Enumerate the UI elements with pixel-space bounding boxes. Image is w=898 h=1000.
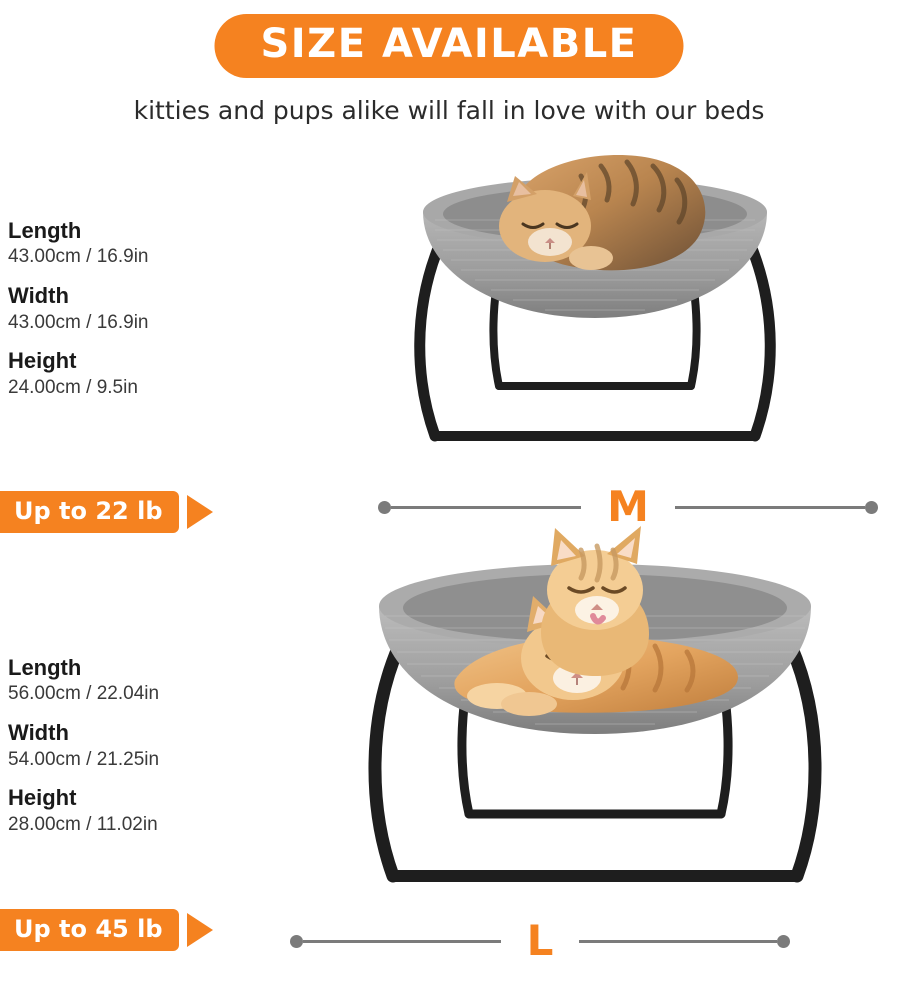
spec-label-width: Width	[8, 283, 69, 309]
spec-block-large	[8, 655, 258, 837]
spec-label-height: Height	[8, 348, 77, 374]
spec-label-width: Width	[8, 720, 69, 746]
spec-block-medium	[8, 218, 258, 400]
arrow-right-icon	[187, 913, 213, 947]
arrow-right-icon	[187, 495, 213, 529]
weight-tag-medium	[0, 490, 213, 534]
size-available-banner: SIZE AVAILABLE	[214, 14, 683, 78]
spec-label-length: Length	[8, 218, 82, 243]
page-subtitle: kitties and pups alike will fall in love with our beds	[133, 96, 765, 125]
size-letter-large: L	[526, 916, 554, 965]
spec-label-height: Height	[8, 785, 77, 811]
weight-tag-large	[0, 908, 213, 952]
spec-value-width: 54.00cm / 21.25in	[8, 748, 160, 770]
spec-value-height: 24.00cm / 9.5in	[8, 376, 138, 398]
product-photo-medium	[395, 150, 795, 470]
marker-line-left	[303, 940, 501, 943]
marker-line-left	[391, 506, 581, 509]
product-photo-large	[345, 520, 845, 920]
spec-label-length: Length	[8, 655, 82, 680]
spec-value-height: 28.00cm / 11.02in	[8, 813, 158, 835]
marker-dot-left-icon	[290, 935, 303, 948]
marker-line-right	[579, 940, 777, 943]
spec-value-length: 56.00cm / 22.04in	[8, 683, 160, 705]
marker-line-right	[675, 506, 865, 509]
size-marker-large	[290, 916, 790, 965]
weight-tag-label: Up to 45 lb	[0, 909, 179, 952]
weight-tag-label: Up to 22 lb	[0, 491, 179, 534]
marker-dot-left-icon	[378, 501, 391, 514]
marker-dot-right-icon	[865, 501, 878, 514]
spec-value-length: 43.00cm / 16.9in	[8, 246, 149, 268]
marker-dot-right-icon	[777, 935, 790, 948]
spec-value-width: 43.00cm / 16.9in	[8, 311, 149, 333]
size-letter-medium: M	[607, 482, 649, 531]
